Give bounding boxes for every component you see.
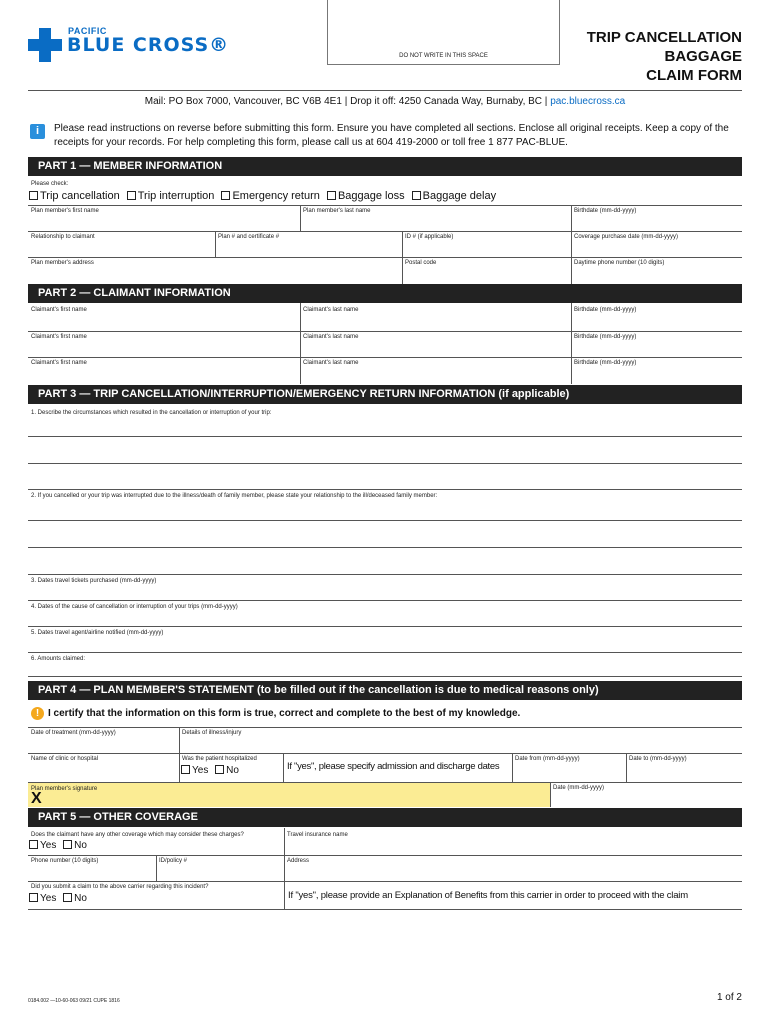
answer-line <box>28 652 742 653</box>
option-trip-cancellation[interactable]: Trip cancellation <box>29 190 120 202</box>
other-phone-field[interactable]: Phone number (10 digits) <box>31 858 99 864</box>
checkbox[interactable] <box>63 840 72 849</box>
other-coverage-yes[interactable]: Yes <box>29 840 56 851</box>
hospitalized-options <box>181 765 243 776</box>
signature-label: Plan member's signature <box>31 786 98 792</box>
member-birthdate-field[interactable]: Birthdate (mm-dd-yyyy) <box>574 208 637 214</box>
checkbox[interactable] <box>181 765 190 774</box>
checkbox[interactable] <box>221 191 230 200</box>
answer-line <box>28 676 742 677</box>
answer-line[interactable] <box>28 574 742 575</box>
answer-line[interactable] <box>28 463 742 464</box>
logo-pacific-text: PACIFIC <box>68 26 107 36</box>
signature-date-field[interactable]: Date (mm-dd-yyyy) <box>553 785 605 791</box>
claimant-last-name-field[interactable]: Claimant's last name <box>303 360 359 366</box>
part5-header: PART 5 — OTHER COVERAGE <box>28 808 742 827</box>
page-number: 1 of 2 <box>716 992 742 1003</box>
claim-submitted-options <box>29 893 91 904</box>
checkbox[interactable] <box>327 191 336 200</box>
divider <box>283 753 284 782</box>
member-first-name-field[interactable]: Plan member's first name <box>31 208 99 214</box>
date-to-field[interactable]: Date to (mm-dd-yyyy) <box>629 756 687 762</box>
hospitalized-no[interactable]: No <box>215 765 239 776</box>
plan-certificate-field[interactable]: Plan # and certificate # <box>218 234 280 240</box>
other-coverage-options <box>29 840 91 851</box>
divider <box>300 303 301 384</box>
question-2: 2. If you cancelled or your trip was interrupted due to the illness/death of family member, please state your relationship to the ill/deceased family member: <box>31 493 438 499</box>
answer-line[interactable] <box>28 489 742 490</box>
instructions-text: Please read instructions on reverse before submitting this form. Ensure you have completed all sections. Enclose all original receipts. Keep a copy of the receipts for your records. For help completing this form, please call us at 604 419-2000 or toll free 1 877 PAC-BLUE. <box>54 123 729 148</box>
divider <box>28 909 742 910</box>
part4-header: PART 4 — PLAN MEMBER'S STATEMENT (to be filled out if the cancellation is due to medical reasons only) <box>28 681 742 700</box>
warning-icon: ! <box>31 707 44 720</box>
certify-statement: I certify that the information on this form is true, correct and complete to the best of my knowledge. <box>48 708 521 719</box>
claim-type-options <box>29 190 500 202</box>
title-line-3: CLAIM FORM <box>646 67 742 84</box>
relationship-field[interactable]: Relationship to claimant <box>31 234 95 240</box>
other-coverage-no[interactable]: No <box>63 840 87 851</box>
id-number-field[interactable]: ID # (if applicable) <box>405 234 454 240</box>
option-emergency-return[interactable]: Emergency return <box>221 190 319 202</box>
mail-address-line <box>0 96 770 107</box>
claimant-last-name-field[interactable]: Claimant's last name <box>303 307 359 313</box>
question-6[interactable]: 6. Amounts claimed: <box>31 656 86 662</box>
part3-header: PART 3 — TRIP CANCELLATION/INTERRUPTION/EMERGENCY RETURN INFORMATION (if applicable) <box>28 385 742 404</box>
member-last-name-field[interactable]: Plan member's last name <box>303 208 371 214</box>
signature-field[interactable] <box>28 783 550 807</box>
answer-line <box>28 626 742 627</box>
info-icon: i <box>30 124 45 139</box>
header-divider <box>28 90 742 91</box>
part2-header: PART 2 — CLAIMANT INFORMATION <box>28 284 742 303</box>
coverage-date-field[interactable]: Coverage purchase date (mm-dd-yyyy) <box>574 234 679 240</box>
question-3[interactable]: 3. Dates travel tickets purchased (mm-dd-yyyy) <box>31 578 157 584</box>
member-address-field[interactable]: Plan member's address <box>31 260 94 266</box>
option-baggage-delay[interactable]: Baggage delay <box>412 190 496 202</box>
claimant-birthdate-field[interactable]: Birthdate (mm-dd-yyyy) <box>574 360 637 366</box>
admission-dates-note: If "yes", please specify admission and discharge dates <box>287 761 500 772</box>
claimant-first-name-field[interactable]: Claimant's first name <box>31 334 87 340</box>
question-4[interactable]: 4. Dates of the cause of cancellation or interruption of your trips (mm-dd-yyyy) <box>31 604 238 610</box>
travel-insurance-name-field[interactable]: Travel insurance name <box>287 832 348 838</box>
claim-submitted-yes[interactable]: Yes <box>29 893 56 904</box>
date-from-field[interactable]: Date from (mm-dd-yyyy) <box>515 756 580 762</box>
hospitalized-label: Was the patient hospitalized <box>182 756 257 762</box>
checkbox[interactable] <box>29 893 38 902</box>
checkbox[interactable] <box>412 191 421 200</box>
logo-brand-text: BLUE CROSS® <box>67 34 230 56</box>
answer-line[interactable] <box>28 520 742 521</box>
postal-code-field[interactable]: Postal code <box>405 260 437 266</box>
please-check-label: Please check: <box>31 181 69 187</box>
blue-cross-logo-icon <box>28 28 62 62</box>
checkbox[interactable] <box>127 191 136 200</box>
policy-id-field[interactable]: ID/policy # <box>159 858 188 864</box>
form-code: 0184.002 —10-60-063 09/21 CUPE 1816 <box>28 998 120 1004</box>
title-line-1: TRIP CANCELLATION <box>586 29 742 46</box>
checkbox[interactable] <box>29 840 38 849</box>
signature-x-mark: X <box>31 790 42 807</box>
daytime-phone-field[interactable]: Daytime phone number (10 digits) <box>574 260 665 266</box>
question-5[interactable]: 5. Dates travel agent/airline notified (mm-dd-yyyy) <box>31 630 164 636</box>
option-trip-interruption[interactable]: Trip interruption <box>127 190 215 202</box>
website-link[interactable]: pac.bluecross.ca <box>550 96 626 107</box>
claimant-last-name-field[interactable]: Claimant's last name <box>303 334 359 340</box>
illness-details-field[interactable]: Details of illness/injury <box>182 730 242 736</box>
other-coverage-question: Does the claimant have any other coverage which may consider these charges? <box>31 832 244 838</box>
answer-line[interactable] <box>28 436 742 437</box>
part1-header: PART 1 — MEMBER INFORMATION <box>28 157 742 176</box>
title-line-2: BAGGAGE <box>664 48 742 65</box>
question-1: 1. Describe the circumstances which resulted in the cancellation or interruption of your trip: <box>31 410 272 416</box>
checkbox[interactable] <box>29 191 38 200</box>
treatment-date-field[interactable]: Date of treatment (mm-dd-yyyy) <box>31 730 116 736</box>
eob-note: If "yes", please provide an Explanation of Benefits from this carrier in order to proceed with the claim <box>288 890 688 901</box>
checkbox[interactable] <box>215 765 224 774</box>
claimant-birthdate-field[interactable]: Birthdate (mm-dd-yyyy) <box>574 307 637 313</box>
do-not-write-label: DO NOT WRITE IN THIS SPACE <box>399 53 488 59</box>
divider <box>571 303 572 384</box>
clinic-name-field[interactable]: Name of clinic or hospital <box>31 756 99 762</box>
mail-address: Mail: PO Box 7000, Vancouver, BC V6B 4E1 | Drop it off: 4250 Canada Way, Burnaby, BC | <box>144 96 548 107</box>
checkbox[interactable] <box>63 893 72 902</box>
claimant-first-name-field[interactable]: Claimant's first name <box>31 360 87 366</box>
claimant-first-name-field[interactable]: Claimant's first name <box>31 307 87 313</box>
form-title <box>587 28 742 85</box>
answer-line <box>28 600 742 601</box>
claim-submitted-question: Did you submit a claim to the above carrier regarding this incident? <box>31 884 209 890</box>
do-not-write-box <box>327 0 560 65</box>
answer-line[interactable] <box>28 547 742 548</box>
option-baggage-loss[interactable]: Baggage loss <box>327 190 405 202</box>
claim-submitted-no[interactable]: No <box>63 893 87 904</box>
claimant-birthdate-field[interactable]: Birthdate (mm-dd-yyyy) <box>574 334 637 340</box>
carrier-address-field[interactable]: Address <box>287 858 310 864</box>
divider <box>284 881 285 909</box>
hospitalized-yes[interactable]: Yes <box>181 765 208 776</box>
